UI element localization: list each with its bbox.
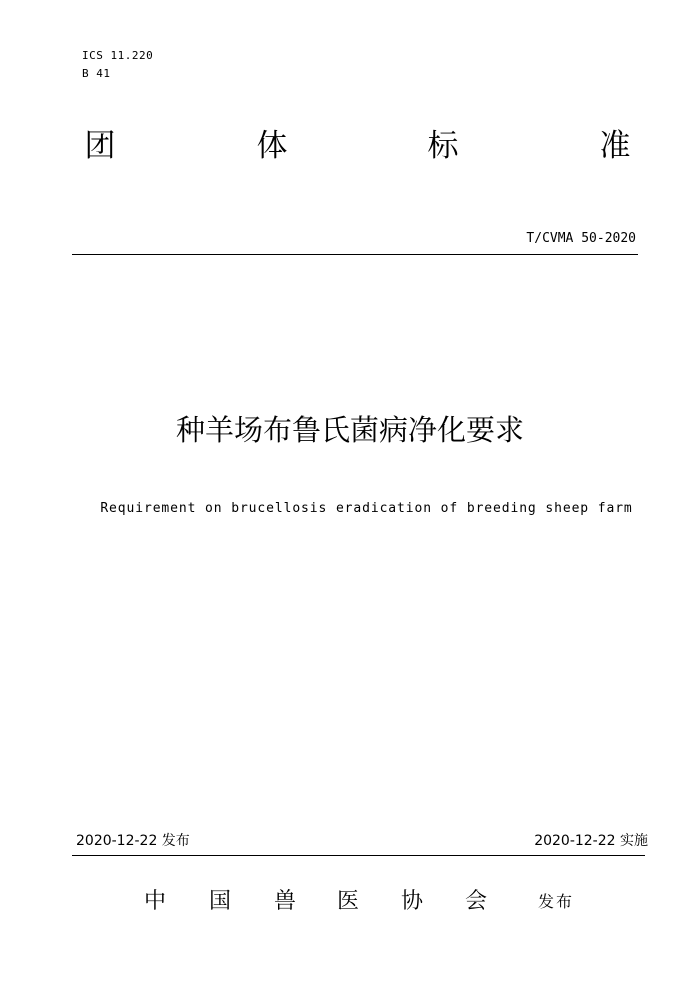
publish-date: 2020-12-22 发布	[76, 833, 190, 849]
ics-code: ICS 11.220	[82, 49, 154, 62]
standard-type-char: 准	[599, 128, 631, 164]
organization-char: 国	[208, 889, 231, 914]
organization-char: 会	[464, 889, 487, 914]
classification-code: B 41	[82, 67, 111, 80]
organization-char: 医	[336, 889, 359, 914]
effective-date: 2020-12-22 实施	[534, 833, 648, 849]
standard-code: T/CVMA 50-2020	[526, 231, 636, 246]
top-divider	[72, 254, 638, 255]
standard-type-char: 团	[84, 128, 116, 164]
chinese-title: 种羊场布鲁氏菌病净化要求	[175, 413, 524, 447]
organization-char: 兽	[273, 889, 296, 914]
english-title: Requirement on brucellosis eradication of breeding sheep farm	[100, 501, 633, 516]
organization-char: 协	[400, 889, 423, 914]
standard-type-char: 标	[427, 128, 459, 164]
bottom-divider	[72, 855, 645, 856]
organization-char: 中	[143, 889, 166, 914]
issued-label: 发布	[538, 892, 575, 911]
standard-type-char: 体	[256, 128, 288, 164]
